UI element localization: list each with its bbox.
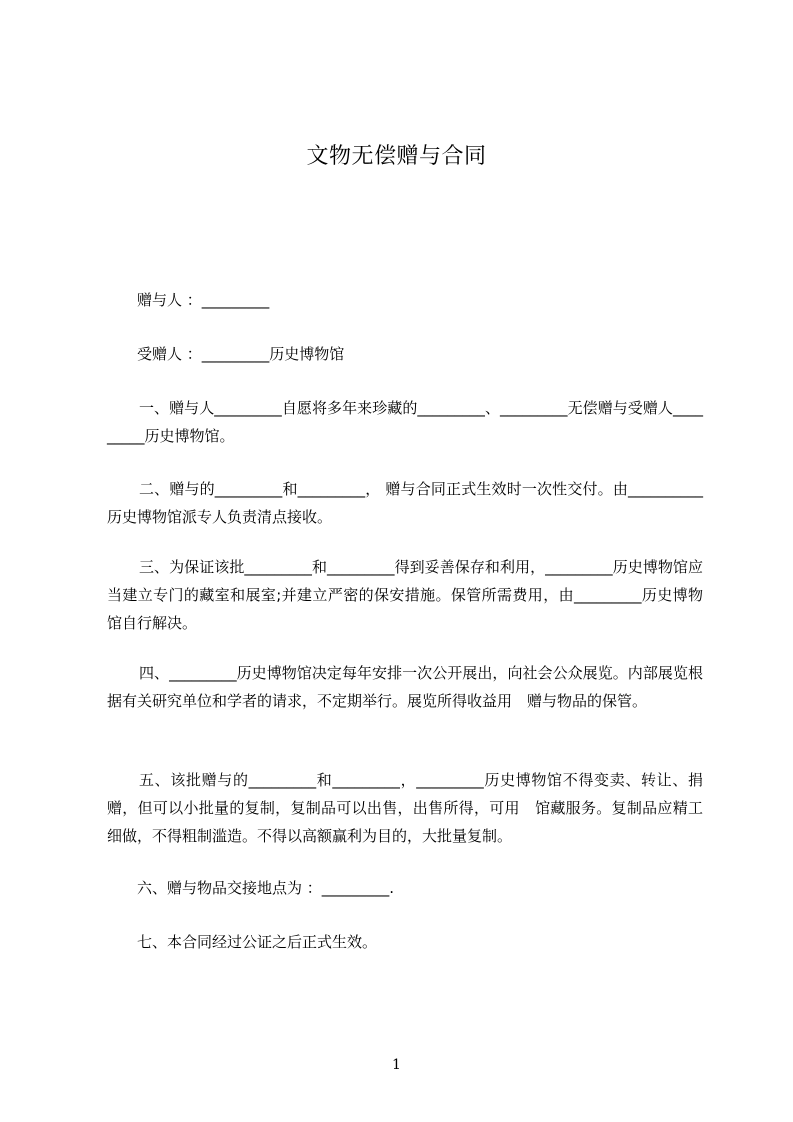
clause-6: 六、赠与物品交接地点为 ：_________.: [137, 879, 395, 897]
document-title: 文物无偿赠与合同: [306, 144, 487, 169]
clause-7: 七、本合同经过公证之后正式生效。: [137, 933, 378, 951]
clause-2: 二、赠与的_________和_________， 赠与合同正式生效时一次性交付。由__________历史博物馆派专人负责清点接收。: [107, 480, 703, 526]
page-number: 1: [392, 1057, 401, 1073]
clause-3: 三、为保证该批_________和_________得到妥善保存和利用，_________历史博物馆应当建立专门的藏室和展室;并建立严密的保安措施。保管所需费用，由_________历史博物馆自行解决。: [107, 558, 703, 632]
clause-5: 五、该批赠与的_________和_________，_________历史博物馆不得变卖、转让、捐赠，但可以小批量的复制，复制品可以出售，出售所得，可用 馆藏服务。复制品应精工细做，不得粗制滥造。不得以高额赢利为目的，大批量复制。: [107, 771, 703, 845]
donor-line: 赠与人 ：_________: [137, 291, 270, 309]
recipient-line: 受赠人 ：_________历史博物馆: [137, 345, 345, 363]
clause-1: 一、赠与人_________自愿将多年来珍藏的_________、_________无偿赠与受赠人_________历史博物馆。: [107, 399, 703, 445]
clause-4: 四、_________历史博物馆决定每年安排一次公开展出，向社会公众展览。内部展览根据有关研究单位和学者的请求，不定期举行。展览所得收益用 赠与物品的保管。: [107, 664, 703, 710]
